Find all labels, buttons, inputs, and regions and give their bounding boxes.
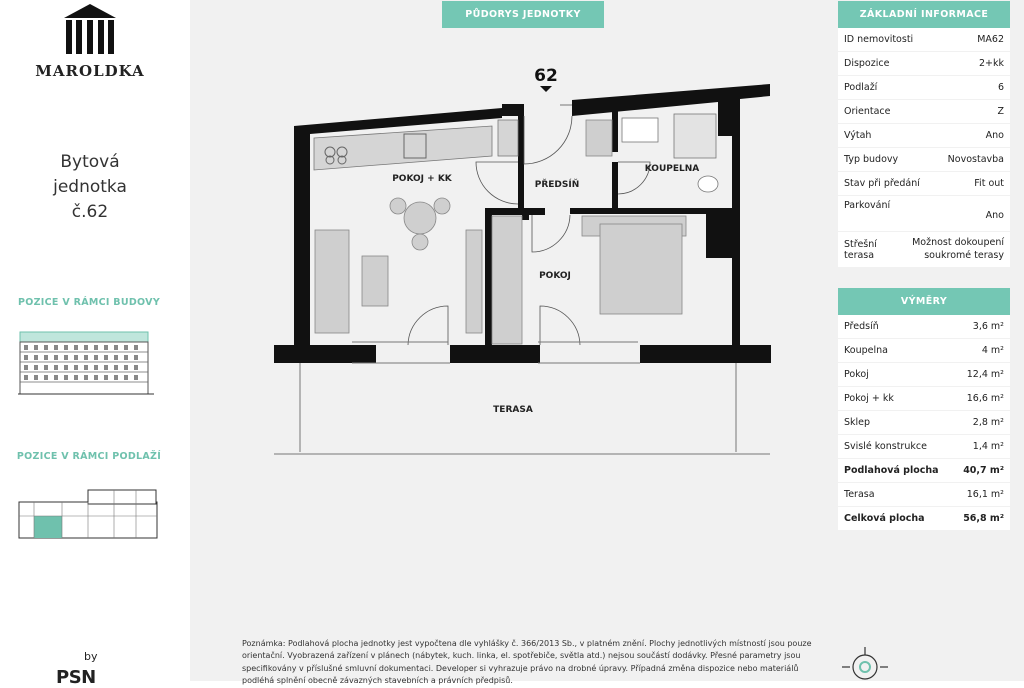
row-label: Výtah	[844, 130, 872, 141]
bed	[582, 216, 686, 314]
info-row-building-type	[838, 148, 1010, 172]
row-value: Fit out	[974, 178, 1004, 189]
brand-logo	[30, 4, 150, 80]
area-row-hall	[838, 315, 1010, 339]
left-sidebar	[0, 0, 190, 688]
unit-title-line2: jednotka	[53, 177, 127, 197]
row-label: Orientace	[844, 106, 891, 117]
room-label-terrace: TERASA	[493, 405, 533, 415]
info-panel	[838, 0, 1024, 681]
bathroom-fixtures	[622, 114, 718, 192]
disclaimer-note: Poznámka: Podlahová plocha jednotky jest vypočtena dle vyhlášky č. 366/2013 Sb., v platném znění. Plochy jednotlivých místností jsou pouze orientační. Vyobrazená zařízení v plánech (nábytek, kuch. linka, el. spotřebiče, světla atd.) nejsou součástí dodávky. Přesné parametry jsou specifikovány v příslušné smluvní dokumentaci. Developer si vyhrazuje právo na drobné úpravy. Případná změna dispozice nebo materiálů podléhá splnění obecně závazných stavebních a právních předpisů.	[242, 639, 812, 685]
info-row-parking	[838, 196, 1010, 232]
room-label-room: POKOJ	[539, 271, 571, 281]
developer-logo: PSN	[56, 667, 96, 688]
building-facade-thumbnail[interactable]	[18, 328, 158, 398]
basic-info-table	[838, 28, 1010, 268]
row-value: Možnost dokoupení soukromé terasy	[912, 237, 1004, 261]
row-value: 4 m²	[981, 345, 1004, 356]
row-value: Novostavba	[947, 154, 1004, 165]
compass-icon	[842, 645, 888, 681]
info-row-orientation	[838, 100, 1010, 124]
area-row-bath	[838, 339, 1010, 363]
area-row-room	[838, 363, 1010, 387]
room-label-bath: KOUPELNA	[644, 164, 700, 174]
unit-title	[30, 150, 150, 225]
row-label: Střešní terasa	[844, 239, 877, 261]
row-label: Sklep	[844, 417, 871, 428]
row-label: Stav při předání	[844, 178, 920, 189]
row-value: Ano	[985, 130, 1004, 141]
info-row-elevator	[838, 124, 1010, 148]
unit-title-line1: Bytová	[60, 152, 120, 172]
areas-table	[838, 315, 1010, 531]
room-label-hall: PŘEDSÍŇ	[534, 180, 580, 190]
row-label: Podlahová plocha	[844, 465, 939, 476]
plan-area	[190, 0, 838, 685]
row-label: Celková plocha	[844, 513, 925, 524]
area-row-floor-area	[838, 459, 1010, 483]
row-value: 2+kk	[978, 58, 1004, 69]
row-value: Ano	[985, 210, 1004, 221]
building-logo-icon	[62, 4, 118, 56]
row-value: Z	[997, 106, 1004, 117]
row-label: Podlaží	[844, 82, 878, 93]
floor-plan-drawing	[270, 60, 775, 460]
area-row-terrace	[838, 483, 1010, 507]
info-row-roof-terrace	[838, 232, 1010, 268]
row-label: Svislé konstrukce	[844, 441, 927, 452]
info-row-id	[838, 28, 1010, 52]
room-label-living: POKOJ + KK	[392, 174, 452, 184]
building-position-label: POZICE V RÁMCI BUDOVY	[17, 297, 161, 308]
area-row-structures	[838, 435, 1010, 459]
row-value: 16,6 m²	[966, 393, 1004, 404]
row-label: ID nemovitosti	[844, 34, 914, 45]
row-label: Typ budovy	[844, 154, 899, 165]
row-label: Koupelna	[844, 345, 888, 356]
area-row-total	[838, 507, 1010, 531]
entrance-arrow-icon	[540, 86, 552, 92]
info-row-layout	[838, 52, 1010, 76]
developer-by: by	[84, 650, 98, 663]
row-value: 16,1 m²	[966, 489, 1004, 500]
row-label: Pokoj	[844, 369, 869, 380]
row-label: Terasa	[844, 489, 875, 500]
area-row-living	[838, 387, 1010, 411]
basic-info-header: ZÁKLADNÍ INFORMACE	[838, 1, 1010, 28]
unit-title-line3: č.62	[71, 202, 109, 222]
living-furniture	[315, 198, 482, 333]
areas-header: VÝMĚRY	[838, 288, 1010, 315]
row-label: Pokoj + kk	[844, 393, 894, 404]
row-value: 3,6 m²	[972, 321, 1004, 332]
floor-plan-thumbnail[interactable]	[18, 488, 160, 542]
floor-position-label: POZICE V RÁMCI PODLAŽÍ	[16, 451, 162, 462]
brand-name: MAROLDKA	[35, 62, 145, 80]
row-label: Parkování	[844, 200, 891, 211]
row-label: Předsíň	[844, 321, 879, 332]
row-value: MA62	[977, 34, 1004, 45]
unit-number: 62	[534, 66, 558, 86]
row-value: 12,4 m²	[966, 369, 1004, 380]
floor-plan-tab[interactable]: PŮDORYS JEDNOTKY	[442, 1, 604, 28]
row-value: 56,8 m²	[963, 513, 1004, 524]
row-value: 1,4 m²	[972, 441, 1004, 452]
row-value: 6	[997, 82, 1004, 93]
area-row-cellar	[838, 411, 1010, 435]
row-value: 40,7 m²	[963, 465, 1004, 476]
info-row-floor	[838, 76, 1010, 100]
row-label: Dispozice	[844, 58, 890, 69]
row-value: 2,8 m²	[972, 417, 1004, 428]
info-row-handover	[838, 172, 1010, 196]
